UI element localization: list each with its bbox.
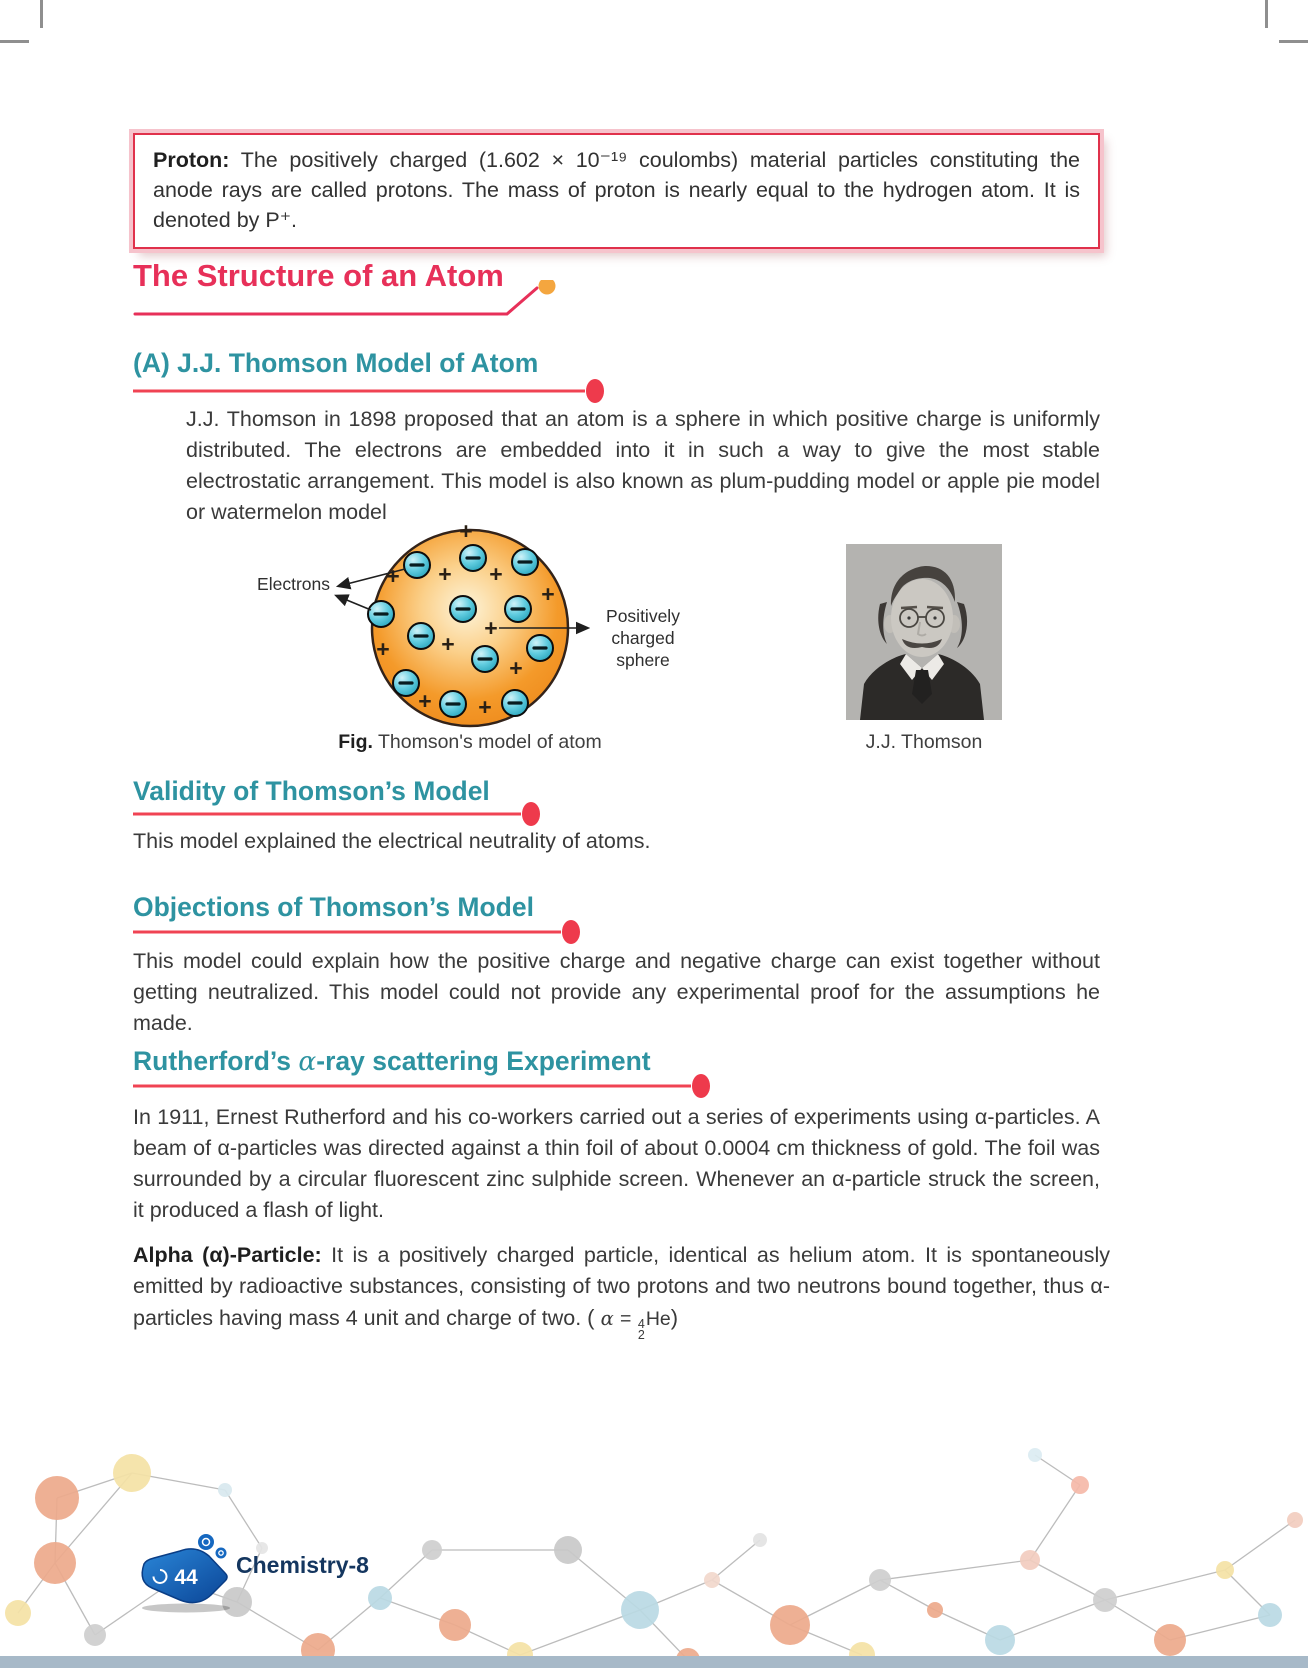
sphere-label-line3: sphere bbox=[616, 650, 670, 670]
plus-sign: + bbox=[541, 581, 555, 607]
sphere-label-line2: charged bbox=[611, 628, 675, 648]
alpha-particle-term: Alpha (α)-Particle: bbox=[133, 1243, 322, 1267]
proton-term: Proton: bbox=[153, 148, 230, 172]
alpha-helium-formula: ( α = 4 2 He) bbox=[587, 1305, 679, 1342]
proton-definition-box bbox=[133, 133, 1100, 249]
crop-mark-top-left-horizontal bbox=[0, 40, 29, 43]
bottom-strip bbox=[0, 1656, 1308, 1668]
electrons-label: Electrons bbox=[257, 574, 330, 594]
page-title: The Structure of an Atom bbox=[133, 258, 504, 293]
thomson-model-paragraph: J.J. Thomson in 1898 proposed that an atom is a sphere in which positive charge is uniformly distributed. The electrons are embedded into it in such a way to give the most stable electrostatic arrangement. This model is also known as plum-pudding model or apple pie model or watermelon model bbox=[186, 407, 1100, 524]
book-title: Chemistry-8 bbox=[236, 1552, 369, 1578]
bubble-icon bbox=[216, 1548, 227, 1559]
page-number-badge bbox=[134, 1530, 250, 1614]
thomson-model-figure bbox=[235, 524, 715, 736]
plus-sign: + bbox=[418, 688, 432, 714]
photo-caption: J.J. Thomson bbox=[865, 731, 983, 753]
bubble-icon bbox=[198, 1534, 214, 1550]
sphere-label-line1: Positively bbox=[606, 606, 680, 626]
plus-sign: + bbox=[441, 631, 455, 657]
section-heading-thomson-model: (A) J.J. Thomson Model of Atom bbox=[133, 348, 539, 378]
alpha-particle-text: It is a positively charged particle, identical as helium atom. It is spontaneously emitted by radioactive substances, consisting of two protons and two neutrons bound together, thus α-particles having mass 4 unit and charge of two. bbox=[133, 1243, 1110, 1330]
crop-mark-top-left-vertical bbox=[40, 0, 43, 28]
red-dot-icon bbox=[692, 1074, 710, 1098]
section-heading-rutherford bbox=[133, 1046, 651, 1077]
alpha-symbol: α bbox=[298, 1046, 317, 1077]
crop-mark-top-right-vertical bbox=[1265, 0, 1268, 28]
plus-sign: + bbox=[376, 636, 390, 662]
title-underline-decoration bbox=[133, 280, 573, 324]
objections-paragraph: This model could explain how the positive charge and negative charge can exist together without getting neutralized. This model could not provide any experimental proof for the assumptions he made. bbox=[133, 949, 1100, 1035]
validity-paragraph: This model explained the electrical neutrality of atoms. bbox=[133, 829, 651, 853]
proton-definition-text: The positively charged (1.602 × 10⁻¹⁹ coulombs) material particles constituting the anode rays are called protons. The mass of proton is nearly equal to the hydrogen atom. It is denoted by P⁺. bbox=[153, 148, 1080, 232]
helium-symbol: He bbox=[645, 1308, 671, 1330]
rutherford-paragraph: In 1911, Ernest Rutherford and his co-workers carried out a series of experiments using α-particles. A beam of α-particles was directed against a thin foil of about 0.0004 cm thickness of gold. The foil was surrounded by a circular fluorescent zinc sulphide screen. Whenever an α-particle struck the screen, it produced a flash of light. bbox=[133, 1105, 1100, 1222]
red-dot-icon bbox=[522, 802, 540, 826]
figure-caption bbox=[300, 731, 640, 754]
plus-sign: + bbox=[459, 524, 473, 544]
plus-sign: + bbox=[438, 561, 452, 587]
alpha-symbol: α bbox=[594, 1307, 621, 1330]
orange-dot-icon bbox=[539, 280, 556, 295]
title-underline-line bbox=[135, 288, 537, 314]
atomic-number: 2 bbox=[637, 1328, 645, 1342]
section-underline-decoration bbox=[133, 1074, 723, 1104]
figure-caption-lead: Fig. bbox=[338, 731, 373, 753]
red-dot-icon bbox=[586, 379, 604, 403]
electrons-arrow bbox=[337, 596, 371, 610]
alpha-particle-paragraph bbox=[133, 1240, 1110, 1341]
mass-number: 4 bbox=[637, 1317, 645, 1331]
plus-sign-center: + bbox=[484, 615, 498, 641]
plus-sign: + bbox=[509, 655, 523, 681]
plus-sign: + bbox=[386, 563, 400, 589]
plus-sign: + bbox=[478, 694, 492, 720]
red-dot-icon bbox=[562, 920, 580, 944]
jj-thomson-photo bbox=[846, 544, 1002, 720]
page-number: 44 bbox=[174, 1566, 198, 1589]
rutherford-heading-text: Rutherford’s bbox=[133, 1046, 299, 1076]
badge-shadow bbox=[142, 1604, 230, 1613]
section-heading-objections: Objections of Thomson’s Model bbox=[133, 892, 534, 922]
section-heading-validity: Validity of Thomson’s Model bbox=[133, 776, 490, 806]
crop-mark-top-right-horizontal bbox=[1279, 40, 1308, 43]
plus-sign: + bbox=[489, 561, 503, 587]
rutherford-heading-text: -ray scattering Experiment bbox=[316, 1046, 651, 1076]
figure-caption-text: Thomson's model of atom bbox=[372, 731, 602, 753]
